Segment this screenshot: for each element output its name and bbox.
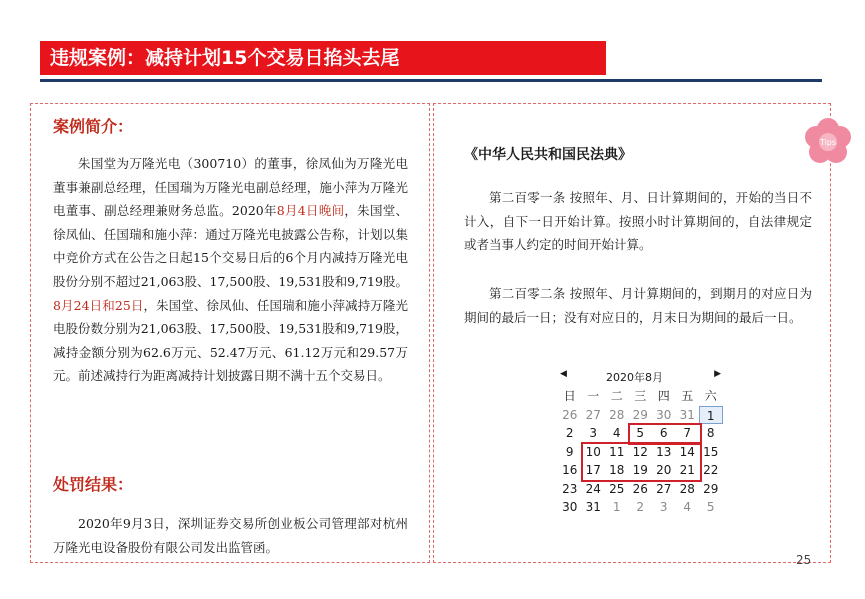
calendar-day[interactable]: 18 [609, 463, 625, 477]
weekday-label: 二 [610, 389, 623, 403]
calendar-month-label: 2020年8月 [606, 371, 663, 384]
calendar-day[interactable]: 2 [565, 426, 574, 440]
calendar-header [558, 367, 725, 387]
next-month-icon[interactable]: ▶ [714, 369, 721, 379]
calendar-day[interactable]: 31 [585, 500, 601, 514]
calendar-day[interactable]: 30 [562, 500, 578, 514]
tips-flower-icon [803, 117, 853, 165]
calendar-day[interactable]: 11 [609, 444, 625, 459]
weekday-label: 五 [681, 389, 694, 403]
slide-title: 违规案例：减持计划15个交易日掐头去尾 [40, 41, 606, 75]
calendar-day[interactable]: 23 [562, 481, 578, 496]
calendar-day[interactable]: 1 [612, 500, 621, 514]
calendar-day[interactable]: 5 [706, 500, 715, 514]
calendar-day[interactable]: 4 [612, 426, 621, 440]
calendar-day[interactable]: 1 [699, 406, 723, 425]
calendar-day[interactable]: 29 [632, 407, 648, 422]
calendar-day[interactable]: 20 [656, 463, 672, 477]
calendar-day[interactable]: 5 [636, 426, 645, 440]
calendar-day[interactable]: 21 [679, 463, 695, 477]
case-text-a: 朱国堂为万隆光电（300710）的董事，徐凤仙为万隆光电董事兼副总经理，任国瑞为万隆光电副总经理，施小萍为万隆光电董事、副总经理兼财务总监。2020年 [53, 156, 408, 219]
law-title: 《中华人民共和国民法典》 [464, 147, 632, 163]
penalty-heading: 处罚结果： [53, 475, 134, 494]
calendar-day[interactable]: 14 [679, 444, 695, 459]
calendar-day[interactable]: 4 [683, 500, 692, 514]
weekday-label: 日 [563, 389, 576, 403]
calendar-day[interactable]: 16 [562, 463, 578, 477]
calendar-day[interactable]: 9 [565, 444, 574, 459]
calendar-day[interactable]: 17 [585, 463, 601, 477]
calendar-day[interactable]: 29 [703, 481, 719, 496]
calendar-day[interactable]: 10 [585, 444, 601, 459]
calendar-day[interactable]: 26 [562, 407, 578, 422]
highlight-weeks-aug10-21 [581, 442, 702, 482]
case-panel [30, 103, 430, 563]
article-202: 第二百零二条 按照年、月计算期间的，到期月的对应日为期间的最后一日；没有对应日的，月末日为期间的最后一日。 [464, 286, 812, 325]
case-text-c: ，朱国堂、徐凤仙、任国瑞和施小萍减持万隆光电股份数分别为21,063股、17,500股、19,531股和9,719股，减持金额分别为62.6万元、52.47万元、61.12万元和29.57万元。前述减持行为距离减持计划披露日期不满十五个交易日。 [53, 297, 408, 384]
calendar-day[interactable]: 28 [609, 407, 625, 422]
calendar-day[interactable]: 8 [706, 426, 715, 440]
case-heading: 案例简介： [53, 117, 134, 136]
weekday-label: 六 [704, 389, 717, 403]
case-date-1: 8月4日晚间 [276, 203, 345, 219]
calendar-day[interactable]: 25 [609, 481, 625, 496]
calendar-day[interactable]: 7 [683, 426, 692, 440]
calendar-august-2020 [558, 367, 725, 517]
calendar-day[interactable]: 19 [632, 463, 648, 477]
calendar-day[interactable]: 27 [585, 407, 601, 422]
calendar-day[interactable]: 15 [703, 444, 719, 459]
calendar-day[interactable]: 30 [656, 407, 672, 422]
calendar-day[interactable]: 6 [659, 426, 668, 440]
case-text-b: ，朱国堂、徐凤仙、任国瑞和施小萍：通过万隆光电披露公告称，计划以集中竞价方式在公告之日起15个交易日后的6个月内减持万隆光电股份分别不超过21,063股、17,500股、19,531股和9,719股。 [53, 203, 409, 289]
article-201: 第二百零一条 按照年、月、日计算期间的，开始的当日不计入，自下一日开始计算。按照小时计算期间的，自法律规定或者当事人约定的时间开始计算。 [464, 190, 812, 252]
calendar-day[interactable]: 13 [656, 444, 672, 459]
calendar-day[interactable]: 27 [656, 481, 672, 496]
case-date-2: 8月24日和25日 [53, 297, 144, 313]
title-underline [40, 79, 822, 82]
calendar-day[interactable]: 3 [659, 500, 668, 514]
page-number: 25 [796, 553, 812, 567]
weekday-label: 三 [634, 389, 647, 403]
calendar-day[interactable]: 22 [703, 463, 719, 477]
calendar-day[interactable]: 31 [679, 407, 695, 422]
calendar-day[interactable]: 2 [636, 500, 645, 514]
penalty-paragraph: 2020年9月3日，深圳证券交易所创业板公司管理部对杭州万隆光电设备股份有限公司发出监管函。 [53, 516, 408, 555]
calendar-day[interactable]: 24 [585, 481, 601, 496]
calendar-day[interactable]: 12 [632, 444, 648, 459]
prev-month-icon[interactable]: ◀ [560, 369, 567, 379]
calendar-day[interactable]: 3 [589, 426, 598, 440]
calendar-day[interactable]: 26 [632, 481, 648, 496]
tips-label: Tips [819, 138, 837, 147]
weekday-label: 四 [657, 389, 670, 403]
weekday-label: 一 [587, 389, 600, 403]
calendar-day[interactable]: 28 [679, 481, 695, 496]
case-paragraph [53, 152, 408, 388]
